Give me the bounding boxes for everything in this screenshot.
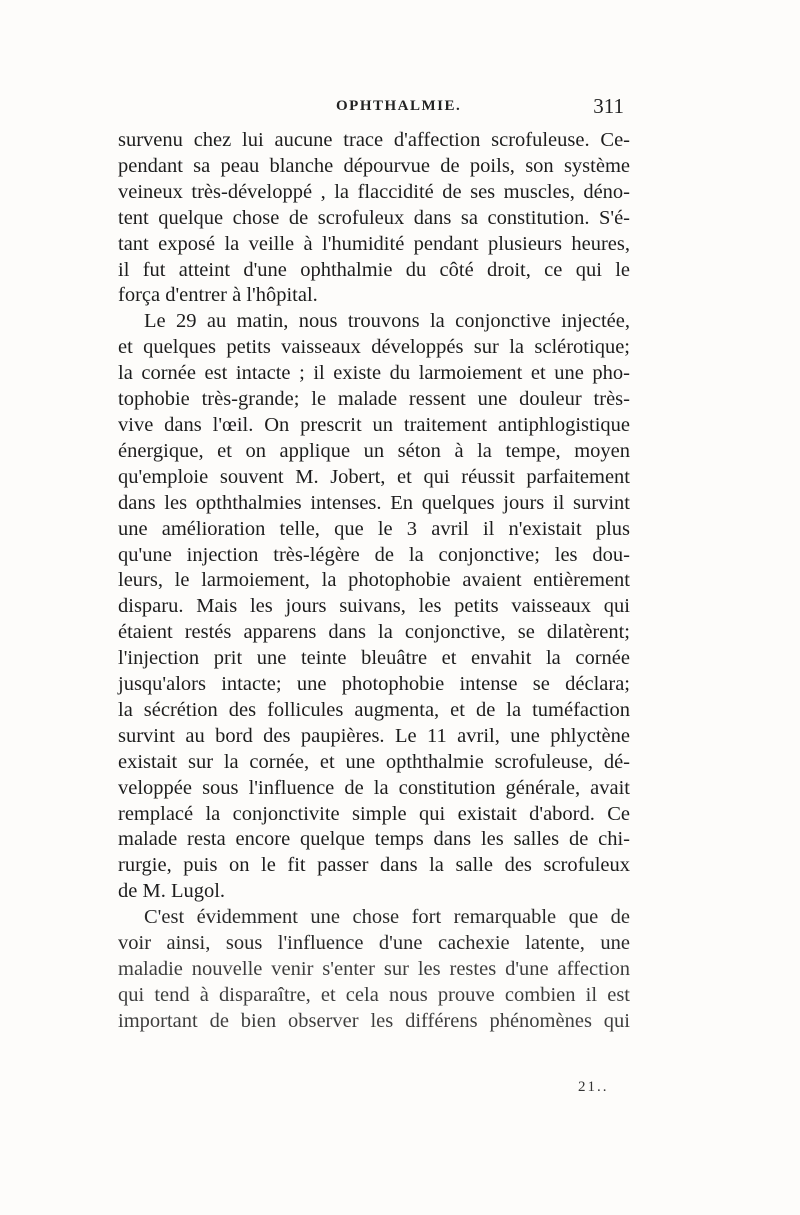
text-line: tent quelque chose de scrofuleux dans sa constitution. S'é- xyxy=(118,206,630,229)
text-line: malade resta encore quelque temps dans les salles de chi- xyxy=(118,828,630,851)
text-line: et quelques petits vaisseaux développés sur la sclérotique; xyxy=(118,336,630,359)
text-line: vive dans l'œil. On prescrit un traitement antiphlogistique xyxy=(118,413,630,436)
text-line: énergique, et on applique un séton à la tempe, moyen xyxy=(118,439,630,462)
text-line: remplacé la conjonctivite simple qui existait d'abord. Ce xyxy=(118,802,630,825)
text-line: voir ainsi, sous l'influence d'une cachexie latente, une xyxy=(118,932,630,955)
text-line: une amélioration telle, que le 3 avril il n'existait plus xyxy=(118,517,630,540)
body-text xyxy=(118,128,630,1035)
text-line: existait sur la cornée, et une opththalmie scrofuleuse, dé- xyxy=(118,750,630,773)
text-line: l'injection prit une teinte bleuâtre et envahit la cornée xyxy=(118,647,630,670)
text-line: tant exposé la veille à l'humidité pendant plusieurs heures, xyxy=(118,232,630,255)
paragraph-start-line: Le 29 au matin, nous trouvons la conjonctive injectée, xyxy=(144,310,630,333)
text-line: pendant sa peau blanche dépourvue de poils, son système xyxy=(118,154,630,177)
text-line: la sécrétion des follicules augmenta, et de la tuméfaction xyxy=(118,698,630,721)
text-line: survint au bord des paupières. Le 11 avril, une phlyctène xyxy=(118,724,630,747)
text-line: il fut atteint d'une ophthalmie du côté droit, ce qui le xyxy=(118,258,630,281)
text-line: survenu chez lui aucune trace d'affection scrofuleuse. Ce- xyxy=(118,129,630,151)
running-head: OPHTHALMIE. xyxy=(336,98,462,114)
text-line: disparu. Mais les jours suivans, les petits vaisseaux qui xyxy=(118,595,630,618)
text-line: jusqu'alors intacte; une photophobie intense se déclara; xyxy=(118,673,630,696)
page-header xyxy=(118,94,626,122)
printer-signature-mark: 21.. xyxy=(578,1079,609,1095)
text-line: qui tend à disparaître, et cela nous prouve combien il est xyxy=(118,983,630,1006)
text-line: important de bien observer les différens phénomènes qui xyxy=(118,1009,630,1032)
text-line: leurs, le larmoiement, la photophobie avaient entièrement xyxy=(118,569,630,592)
text-line: de M. Lugol. xyxy=(118,880,226,903)
paragraph-start-line: C'est évidemment une chose fort remarquable que de xyxy=(144,906,630,929)
text-line: veloppée sous l'influence de la constitution générale, avait xyxy=(118,776,630,799)
text-line: qu'une injection très-légère de la conjonctive; les dou- xyxy=(118,543,630,566)
text-line: la cornée est intacte ; il existe du larmoiement et une pho- xyxy=(118,362,630,385)
page-number: 311 xyxy=(593,94,624,118)
text-line: maladie nouvelle venir s'enter sur les restes d'une affection xyxy=(118,958,630,980)
text-line: qu'emploie souvent M. Jobert, et qui réussit parfaitement xyxy=(118,465,630,488)
text-line: tophobie très-grande; le malade ressent une douleur très- xyxy=(118,388,630,411)
text-line: rurgie, puis on le fit passer dans la salle des scrofuleux xyxy=(118,854,630,877)
text-line: étaient restés apparens dans la conjonctive, se dilatèrent; xyxy=(118,621,630,644)
text-line: dans les opththalmies intenses. En quelques jours il survint xyxy=(118,491,630,514)
text-line: força d'entrer à l'hôpital. xyxy=(118,284,318,307)
text-line: veineux très-développé , la flaccidité de ses muscles, déno- xyxy=(118,180,630,203)
